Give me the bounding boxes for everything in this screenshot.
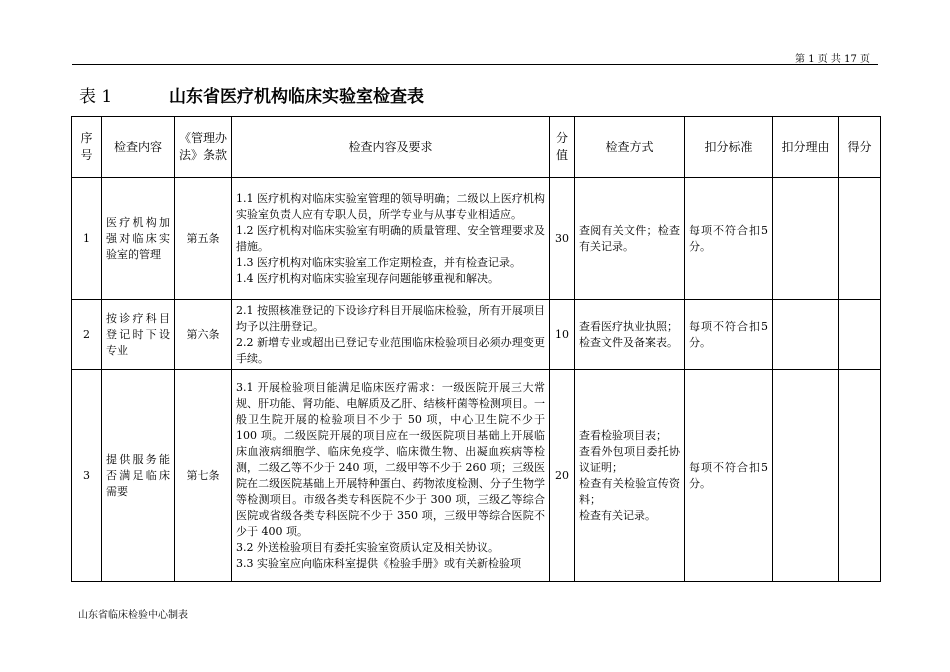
row-points [839,300,881,370]
footer-note: 山东省临床检验中心制表 [78,610,188,621]
col-header-content: 检查内容 [102,117,175,178]
row-content: 提供服务能否满足临床需要 [102,370,175,582]
requirement-item: 3.3 实验室应向临床科室提供《检验手册》或有关新检验项 [236,556,521,570]
table-header-row [72,117,881,178]
col-header-score: 分值 [550,117,575,178]
row-method [575,300,685,370]
col-header-requirements: 检查内容及要求 [232,117,550,178]
row-deduction: 每项不符合扣5分。 [685,370,773,582]
requirement-item: 2.1 按照核准登记的下设诊疗科目开展临床检验，所有开展项目均予以注册登记。 [236,303,545,333]
col-header-reason: 扣分理由 [773,117,839,178]
row-reason [773,300,839,370]
col-header-deduction: 扣分标准 [685,117,773,178]
table-row [72,300,881,370]
inspection-table [71,116,881,582]
row-score: 30 [550,178,575,300]
requirement-item: 1.3 医疗机构对临床实验室工作定期检查，并有检查记录。 [236,255,521,269]
row-content: 按诊疗科目登记时下设专业 [102,300,175,370]
row-requirements [232,300,550,370]
table-row [72,370,881,582]
requirement-item: 1.1 医疗机构对临床实验室管理的领导明确；二级以上医疗机构实验室负责人应有专职人员，所学专业与从事专业相适应。 [236,191,545,221]
row-method [575,370,685,582]
table-title [79,82,424,107]
row-deduction: 每项不符合扣5分。 [685,300,773,370]
requirement-item: 3.1 开展检验项目能满足临床医疗需求：一级医院开展三大常规、肝功能、肾功能、电解质及乙肝、结核杆菌等检测项目。一般卫生院开展的检验项目不少于 50 项，中心卫生院不少于 100 项。二级医院开展的项目应在一级医院项目基础上开展临床血液病细胞学、临床免疫学、临床微生物、出凝血疾病等检测，二级乙等不少于 240 项，二级甲等不少于 260 项；三级医院在二级医院基础上开展特种蛋白、药物浓度检测、分子生物学等检测项目。市级各类专科医院不少于 300 项，三级乙等综合医院或省级各类专科医院不少于 350 项，三级甲等综合医院不少于 400 项。 [236,380,545,538]
row-score: 10 [550,300,575,370]
table-title-text: 山东省医疗机构临床实验室检查表 [169,87,424,107]
requirement-item: 1.2 医疗机构对临床实验室有明确的质量管理、安全管理要求及措施。 [236,223,545,253]
table-number: 表 1 [79,87,113,107]
method-item: 查看检验项目表； [579,428,667,442]
method-item: 检查文件及备案表。 [579,335,678,349]
row-reason [773,178,839,300]
requirement-item: 3.2 外送检验项目有委托实验室资质认定及相关协议。 [236,540,499,554]
table-row [72,178,881,300]
method-item: 查看医疗执业执照； [579,319,678,333]
page-number: 第 1 页 共 17 页 [795,54,870,65]
header-rule [72,64,878,65]
method-item: 查阅有关文件；检查有关记录。 [579,223,680,253]
row-clause: 第六条 [175,300,232,370]
row-number: 3 [72,370,102,582]
row-requirements [232,178,550,300]
method-item: 查看外包项目委托协议证明； [579,444,680,474]
row-content: 医疗机构加强对临床实验室的管理 [102,178,175,300]
method-item: 检查有关记录。 [579,508,656,522]
col-header-no: 序号 [72,117,102,178]
row-points [839,370,881,582]
col-header-clause: 《管理办法》条款 [175,117,232,178]
row-points [839,178,881,300]
row-number: 2 [72,300,102,370]
row-clause: 第七条 [175,370,232,582]
row-reason [773,370,839,582]
requirement-item: 2.2 新增专业或超出已登记专业范围临床检验项目必须办理变更手续。 [236,335,545,365]
row-score: 20 [550,370,575,582]
row-number: 1 [72,178,102,300]
row-deduction: 每项不符合扣5分。 [685,178,773,300]
row-clause: 第五条 [175,178,232,300]
col-header-method: 检查方式 [575,117,685,178]
row-requirements [232,370,550,582]
col-header-points: 得分 [839,117,881,178]
requirement-item: 1.4 医疗机构对临床实验室现存问题能够重视和解决。 [236,271,499,285]
row-method [575,178,685,300]
method-item: 检查有关检验宣传资料； [579,476,680,506]
